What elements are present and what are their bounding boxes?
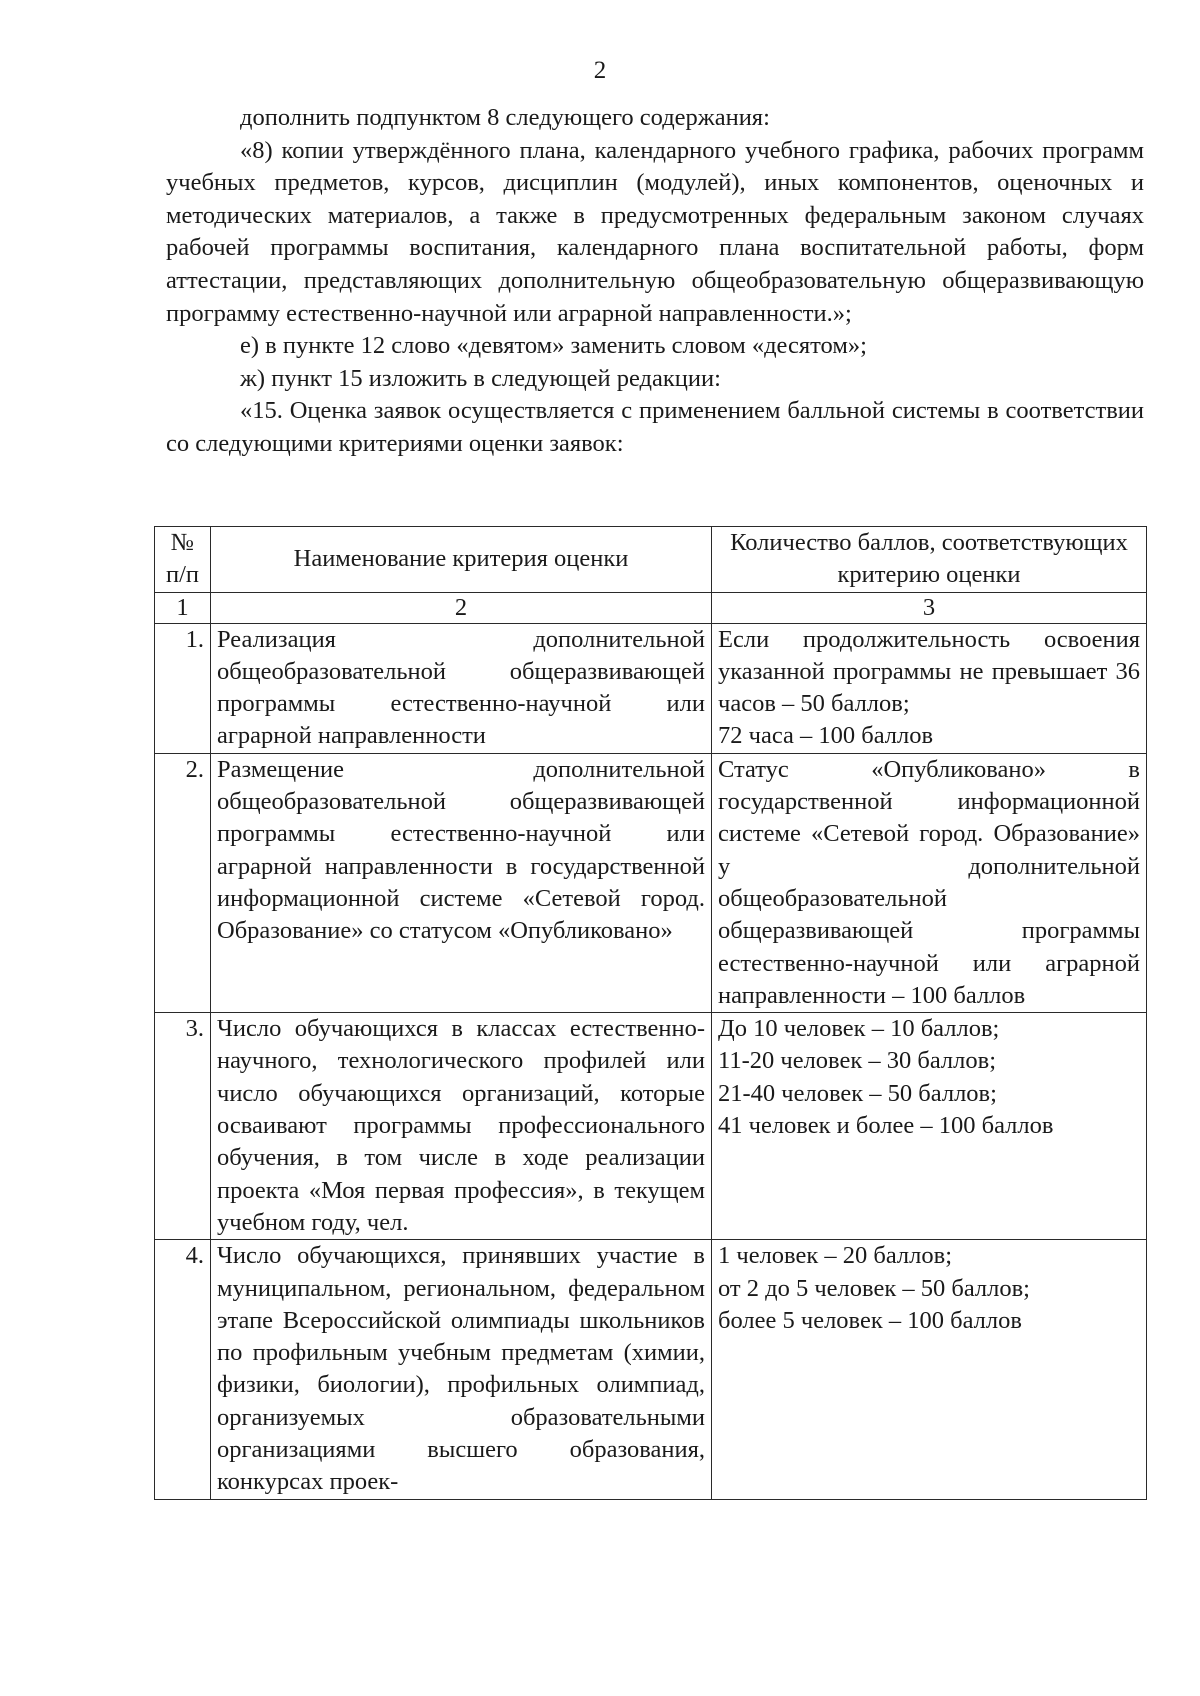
- table-header-row: [155, 527, 1147, 593]
- table-row: [155, 623, 1147, 753]
- criterion-score: [712, 1240, 1147, 1499]
- page-number: 2: [593, 57, 607, 84]
- body-text: [166, 102, 1144, 461]
- table-row: [155, 753, 1147, 1012]
- row-number: 3.: [155, 1013, 211, 1240]
- row-number: 1.: [155, 623, 211, 753]
- table-column-numbers-row: [155, 592, 1147, 623]
- header-criterion-name: Наименование критерия оценки: [211, 527, 712, 593]
- score-line: Статус «Опубликовано» в государственной информационной системе «Сетевой город. Образование» у дополнительной общеобразовательной общеразвивающей программы естественно-научной или аграрной направленности – 100 баллов: [718, 755, 1140, 1009]
- criteria-table: [154, 526, 1147, 1500]
- score-line: 21-40 человек – 50 баллов;: [718, 1079, 997, 1107]
- paragraph-item-zh: ж) пункт 15 изложить в следующей редакции:: [240, 364, 721, 392]
- score-line: 72 часа – 100 баллов: [718, 722, 934, 750]
- table-row: [155, 1013, 1147, 1240]
- column-number: 1: [155, 592, 211, 623]
- score-line: 11-20 человек – 30 баллов;: [718, 1047, 997, 1075]
- criterion-name: Число обучающихся в классах естественно-научного, технологического профилей или число обучающихся организаций, которые осваивают программы профессионального обучения, в том числе в ходе реализации проекта «Моя первая профессия», в текущем учебном году, чел.: [211, 1013, 712, 1240]
- score-line: 1 человек – 20 баллов;: [718, 1242, 953, 1270]
- criterion-name: Число обучающихся, принявших участие в муниципальном, региональном, федеральном этапе Всероссийской олимпиады школьников по профильным учебным предметам (химии, физики, биологии), профильных олимпиад, организуемых образовательными организациями высшего образования, конкурсах проек-: [211, 1240, 712, 1499]
- criterion-score: [712, 753, 1147, 1012]
- row-number: 2.: [155, 753, 211, 1012]
- header-num: № п/п: [155, 527, 211, 593]
- criterion-name: Размещение дополнительной общеобразовательной общеразвивающей программы естественно-научной или аграрной направленности в государственной информационной системе «Сетевой город. Образование» со статусом «Опубликовано»: [211, 753, 712, 1012]
- score-line: Если продолжительность освоения указанной программы не превышает 36 часов – 50 баллов;: [718, 625, 1140, 718]
- column-number: 2: [211, 592, 712, 623]
- table-row: [155, 1240, 1147, 1499]
- score-line: До 10 человек – 10 баллов;: [718, 1015, 1000, 1043]
- score-line: более 5 человек – 100 баллов: [718, 1306, 1022, 1334]
- paragraph-item-e: е) в пункте 12 слово «девятом» заменить словом «десятом»;: [240, 332, 867, 360]
- score-line: 41 человек и более – 100 баллов: [718, 1112, 1054, 1140]
- score-line: от 2 до 5 человек – 50 баллов;: [718, 1274, 1030, 1302]
- header-score: Количество баллов, соответствующих критерию оценки: [712, 527, 1147, 593]
- row-number: 4.: [155, 1240, 211, 1499]
- paragraph-item-15: «15. Оценка заявок осуществляется с применением балльной системы в соответствии со следующими критериями оценки заявок:: [166, 397, 1144, 457]
- paragraph-intro: дополнить подпунктом 8 следующего содержания:: [240, 104, 770, 131]
- criterion-score: [712, 1013, 1147, 1240]
- criterion-name: Реализация дополнительной общеобразовательной общеразвивающей программы естественно-научной или аграрной направленности: [211, 623, 712, 753]
- criterion-score: [712, 623, 1147, 753]
- column-number: 3: [712, 592, 1147, 623]
- paragraph-subitem-8: «8) копии утверждённого плана, календарного учебного графика, рабочих программ учебных предметов, курсов, дисциплин (модулей), иных компонентов, оценочных и методических материалов, а также в предусмотренных федеральным законом случаях рабочей программы воспитания, календарного плана воспитательной работы, форм аттестации, представляющих дополнительную общеобразовательную общеразвивающую программу естественно-научной или аграрной направленности.»;: [166, 136, 1144, 327]
